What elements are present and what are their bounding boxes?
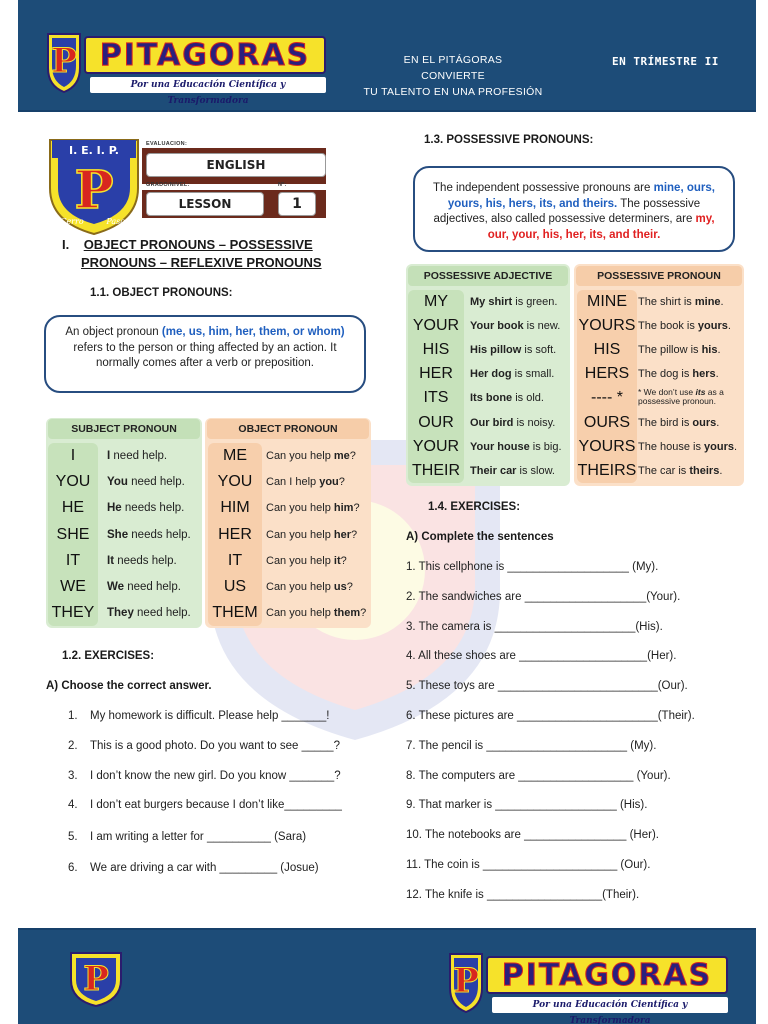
exercises-12-heading: 1.2. EXERCISES: (62, 650, 155, 662)
pronoun-example-text: The house is (638, 440, 705, 453)
subject-example (107, 496, 184, 520)
pronoun-example-bold: yours (704, 440, 735, 453)
brand-tagline: Por una Educación Científica y Transformadora (90, 77, 326, 93)
object-example-text: Can you help (266, 554, 334, 567)
section-title (62, 236, 322, 272)
possessive-adjective-example (470, 387, 544, 410)
subject-pronoun-header: SUBJECT PRONOUN (48, 419, 200, 439)
subject-example (107, 549, 177, 573)
header-band (18, 0, 756, 112)
object-example-bold: her (333, 528, 352, 541)
possessive-adjective-example (470, 338, 556, 361)
exercises-14-instruction: A) Complete the sentences (406, 531, 554, 543)
possessive-adjective-example (470, 435, 562, 458)
object-pronoun: US (223, 578, 247, 595)
footer-brand-logo (446, 952, 728, 1024)
exercise-number: 2. (68, 740, 78, 752)
possessive-pronoun: YOURS (578, 316, 636, 334)
possessive-adjective-example (470, 363, 554, 386)
possessive-pronoun: HIS (593, 340, 621, 358)
object-example (266, 575, 353, 599)
footer-brand-wordmark: PITAGORAS (486, 956, 728, 994)
svg-text:P: P (51, 41, 77, 81)
possessive-pronoun: HERS (584, 365, 630, 383)
object-example (266, 523, 357, 547)
svg-text:P: P (453, 961, 479, 1001)
n-label: Nº: (278, 182, 287, 188)
adjective-example-bold: Their car (470, 464, 517, 477)
subject-example (107, 444, 167, 468)
exercise-number: 3. (68, 770, 78, 782)
def-text: The independent possessive pronouns are (433, 182, 654, 194)
possessive-adjective: ITS (423, 389, 449, 407)
exercise-question: We are driving a car with _________ (Josue) (90, 862, 319, 874)
exercise-question: I don’t eat burgers because I don’t like_________ (90, 799, 342, 811)
possessive-pronoun-example (638, 363, 719, 386)
object-example (266, 601, 366, 625)
object-example (266, 496, 360, 520)
lesson-box: LESSON (146, 192, 264, 216)
possessive-pronoun: OURS (583, 413, 631, 431)
def-text: refers to the person or thing affected by an action. It normally comes after a verb or preposition. (73, 341, 337, 369)
svg-text:P: P (83, 959, 109, 999)
exercise-sentence: 1. This cellphone is ___________________ (My). (406, 561, 659, 573)
def-highlight-red: my, our, your, his, her, its, and their. (487, 213, 715, 241)
possessive-adjective-example (470, 290, 557, 313)
object-example-bold: him (333, 502, 354, 515)
exercise-number: 5. (68, 831, 78, 843)
subject-example-text: need help. (124, 581, 181, 593)
subject-pronoun: SHE (56, 525, 90, 543)
object-pronoun: THEM (212, 604, 258, 622)
pronoun-example-bold: theirs (689, 464, 720, 477)
adjective-example-bold: My shirt (470, 295, 513, 308)
adjective-example-text: is old. (512, 392, 544, 405)
pronoun-example-text: The book is (638, 319, 698, 332)
pronoun-example-text: The shirt is (638, 295, 695, 308)
object-example-text: ? (360, 607, 367, 620)
pronoun-example-text: * We don’t use (638, 386, 696, 397)
pronoun-example-text: . (715, 368, 719, 381)
pronoun-example-bold: mine (694, 295, 721, 308)
exercise-question: My homework is difficult. Please help _______! (90, 710, 330, 722)
subject-pronoun: IT (65, 551, 81, 569)
subject-example-bold: He (107, 502, 122, 515)
possessive-pronoun-example (638, 388, 742, 411)
object-pronoun: HIM (220, 499, 250, 517)
exercise-sentence: 7. The pencil is ______________________ (My). (406, 739, 657, 752)
exercise-sentence: 2. The sandwiches are ___________________(Your). (406, 590, 681, 603)
possessive-adjective: MY (424, 292, 448, 310)
pronoun-example-text: . (719, 464, 723, 477)
possessive-pronoun: MINE (587, 292, 627, 310)
pronoun-example-text: The dog is (638, 368, 693, 381)
possessive-adjective-example (470, 411, 555, 434)
adjective-example-bold: Her dog (470, 368, 512, 381)
motto-line: EN EL PITÁGORAS (403, 54, 503, 66)
object-example-text: Can you help (266, 450, 334, 462)
exercise-question: This is a good photo. Do you want to see _____? (90, 740, 340, 752)
footer-shield-icon (68, 950, 124, 1008)
def-highlight-blue: mine, ours, yours, his, hers, its, and theirs. (447, 182, 715, 210)
adjective-example-bold: Your house (470, 440, 530, 453)
exercises-12-instruction: A) Choose the correct answer. (46, 680, 212, 692)
adjective-example-text: is big. (529, 440, 562, 453)
subject-pronoun: WE (60, 578, 86, 595)
exercises-14-heading: 1.4. EXERCISES: (428, 501, 521, 513)
object-example-text: ? (351, 528, 358, 541)
possessive-adjective-header: POSSESSIVE ADJECTIVE (408, 266, 568, 286)
possessive-pronoun-example (638, 435, 737, 458)
subject-example-text: need help. (133, 607, 191, 620)
subject-example (107, 523, 191, 547)
def-text: The possessive adjectives, also called possessive determiners, are (433, 197, 701, 225)
subject-example-text: need help. (127, 476, 185, 489)
school-motto (338, 52, 568, 100)
exercise-number: 4. (68, 799, 78, 811)
possessive-adjective-example (470, 459, 555, 482)
section-number: I. (62, 237, 70, 252)
object-pronoun-header: OBJECT PRONOUN (207, 419, 369, 439)
object-example (266, 549, 347, 573)
exercise-sentence: 11. The coin is _____________________ (Our). (406, 859, 651, 871)
subject-example-text: needs help. (121, 502, 185, 515)
adjective-example-text: is green. (512, 295, 558, 308)
pronoun-example-text: . (717, 343, 721, 356)
brand-wordmark: PITAGORAS (84, 36, 326, 74)
object-example-text: Can I help (266, 476, 320, 489)
subject-pronoun: YOU (55, 473, 91, 491)
footer-band (18, 928, 756, 1024)
trimester-label: EN TRÍMESTRE II (612, 55, 719, 68)
exercise-sentence: 6. These pictures are ______________________(Their). (406, 710, 695, 722)
object-example-bold: it (333, 554, 341, 567)
possessive-adjective: THEIR (412, 461, 460, 479)
pronoun-example-text: . (720, 295, 724, 308)
object-example-text: ? (338, 476, 345, 489)
object-pronoun-definition (44, 315, 366, 393)
pronoun-example-bold: hers (692, 368, 716, 381)
lesson-number-box: 1 (278, 192, 316, 216)
object-example (266, 444, 356, 468)
object-example-text: ? (340, 554, 347, 567)
pronoun-example-text: . (734, 440, 738, 453)
subject-example-bold: You (107, 476, 128, 489)
exercise-number: 1. (68, 710, 78, 722)
possessive-pronoun-example (638, 411, 719, 434)
possessive-adjective: HIS (422, 340, 450, 358)
subject-example-bold: They (107, 607, 134, 620)
pronoun-example-text: The car is (638, 464, 690, 477)
exercise-sentence: 9. That marker is ___________________ (His). (406, 799, 648, 812)
object-example (266, 470, 345, 494)
object-pronoun: IT (227, 551, 243, 569)
seal-top-text: I. E. I. P. (69, 144, 119, 157)
possessive-adjective: OUR (418, 413, 454, 431)
adjective-example-text: is small. (511, 368, 555, 381)
exercise-sentence: 3. The camera is ______________________(His). (406, 620, 663, 633)
pronoun-example-text: . (727, 319, 731, 332)
possessive-definition (413, 166, 735, 252)
object-example-text: ? (353, 502, 360, 515)
section-title-line1: OBJECT PRONOUNS – POSSESSIVE (83, 237, 313, 252)
object-example-bold: them (333, 607, 361, 620)
evaluacion-label: EVALUACION: (146, 141, 188, 147)
object-example-bold: you (319, 476, 339, 489)
pronoun-example-bold: its (695, 386, 706, 397)
object-example-text: Can you help (266, 528, 334, 541)
adjective-example-bold: His pillow (470, 343, 522, 356)
evaluation-header (46, 136, 330, 238)
exercise-question: I don’t know the new girl. Do you know _______? (90, 770, 341, 782)
possessive-pronoun: THEIRS (577, 461, 637, 479)
footer-brand-shield-icon (446, 952, 486, 1014)
object-example-bold: me (333, 450, 350, 462)
subject-example-text: needs help. (114, 554, 177, 567)
section-title-line2: PRONOUNS – REFLEXIVE PRONOUNS (81, 255, 322, 270)
exercise-sentence: 10. The notebooks are ________________ (Her). (406, 829, 659, 842)
exercise-number: 6. (68, 862, 78, 874)
seal-letter: P (74, 160, 114, 221)
possessive-pronoun-header: POSSESSIVE PRONOUN (576, 266, 742, 286)
pronoun-example-text: The bird is (638, 416, 693, 429)
pronoun-example-bold: ours (692, 416, 717, 429)
seal-bottom-left: Cerro (60, 217, 84, 226)
adjective-example-bold: Our bird (470, 416, 514, 429)
possessive-pronoun-example (638, 459, 722, 482)
object-example-text: Can you help (266, 607, 334, 620)
object-example-text: Can you help (266, 581, 334, 593)
exercise-sentence: 5. These toys are _________________________(Our). (406, 680, 688, 693)
subject-example (107, 575, 181, 599)
exercise-sentence: 8. The computers are __________________ (Your). (406, 769, 671, 782)
object-pronoun: ME (223, 447, 247, 464)
grado-label: GRADO/NIVEL: (146, 182, 190, 188)
possessive-heading: 1.3. POSSESSIVE PRONOUNS: (424, 134, 594, 146)
possessive-pronoun: YOURS (578, 437, 636, 455)
possessive-pronoun: ---- * (591, 389, 623, 407)
object-example-text: ? (346, 581, 353, 593)
school-seal-icon (46, 136, 142, 236)
pronoun-example-bold: his (701, 343, 718, 356)
object-pronoun: YOU (217, 473, 253, 491)
possessive-pronoun-example (638, 290, 724, 313)
brand-shield-icon (44, 32, 84, 94)
object-pronouns-heading: 1.1. OBJECT PRONOUNS: (90, 287, 233, 299)
possessive-adjective-example (470, 314, 560, 337)
subject-pronoun: HE (61, 499, 85, 517)
possessive-pronoun-example (638, 314, 731, 337)
adjective-example-text: is noisy. (513, 416, 556, 429)
seal-bottom-right: Pasco (106, 217, 130, 226)
adjective-example-bold: Its bone (470, 392, 513, 405)
motto-line: TU TALENTO EN UNA PROFESIÓN (363, 86, 543, 98)
adjective-example-text: is new. (523, 319, 561, 332)
subject-box: ENGLISH (146, 153, 326, 177)
object-pronoun: HER (218, 525, 252, 543)
exercise-sentence: 4. All these shoes are ____________________(Her). (406, 650, 677, 663)
pronoun-example-text: The pillow is (638, 343, 702, 356)
subject-example-text: needs help. (128, 528, 191, 541)
pronoun-example-text: as a possessive pronoun. (638, 386, 727, 407)
subject-example-bold: I (107, 450, 111, 462)
adjective-example-text: is soft. (521, 343, 557, 356)
pronoun-example-text: . (716, 416, 720, 429)
subject-pronoun: I (70, 447, 76, 464)
subject-pronoun: THEY (51, 604, 95, 622)
motto-line: CONVIERTE (421, 70, 485, 82)
def-text: An object pronoun (65, 326, 162, 338)
possessive-adjective: YOUR (412, 437, 460, 455)
object-example-text: ? (349, 450, 356, 462)
brand-logo (44, 32, 326, 106)
subject-example-bold: We (107, 581, 125, 593)
object-example-bold: us (333, 581, 347, 593)
possessive-pronoun-example (638, 338, 721, 361)
adjective-example-bold: Your book (470, 319, 524, 332)
possessive-adjective: YOUR (412, 316, 460, 334)
subject-example-bold: It (107, 554, 115, 567)
subject-example-text: need help. (110, 450, 168, 462)
exercise-sentence: 12. The knife is __________________(Their). (406, 888, 640, 901)
subject-example-bold: She (107, 528, 129, 541)
exercise-question: I am writing a letter for __________ (Sara) (90, 831, 307, 843)
def-highlight: (me, us, him, her, them, or whom) (161, 326, 345, 338)
pronoun-example-bold: yours (697, 319, 728, 332)
subject-example (107, 601, 191, 625)
adjective-example-text: is slow. (516, 464, 555, 477)
footer-brand-tagline: Por una Educación Científica y Transformadora (492, 997, 728, 1013)
subject-example (107, 470, 185, 494)
possessive-adjective: HER (419, 365, 453, 383)
object-example-text: Can you help (266, 502, 334, 515)
